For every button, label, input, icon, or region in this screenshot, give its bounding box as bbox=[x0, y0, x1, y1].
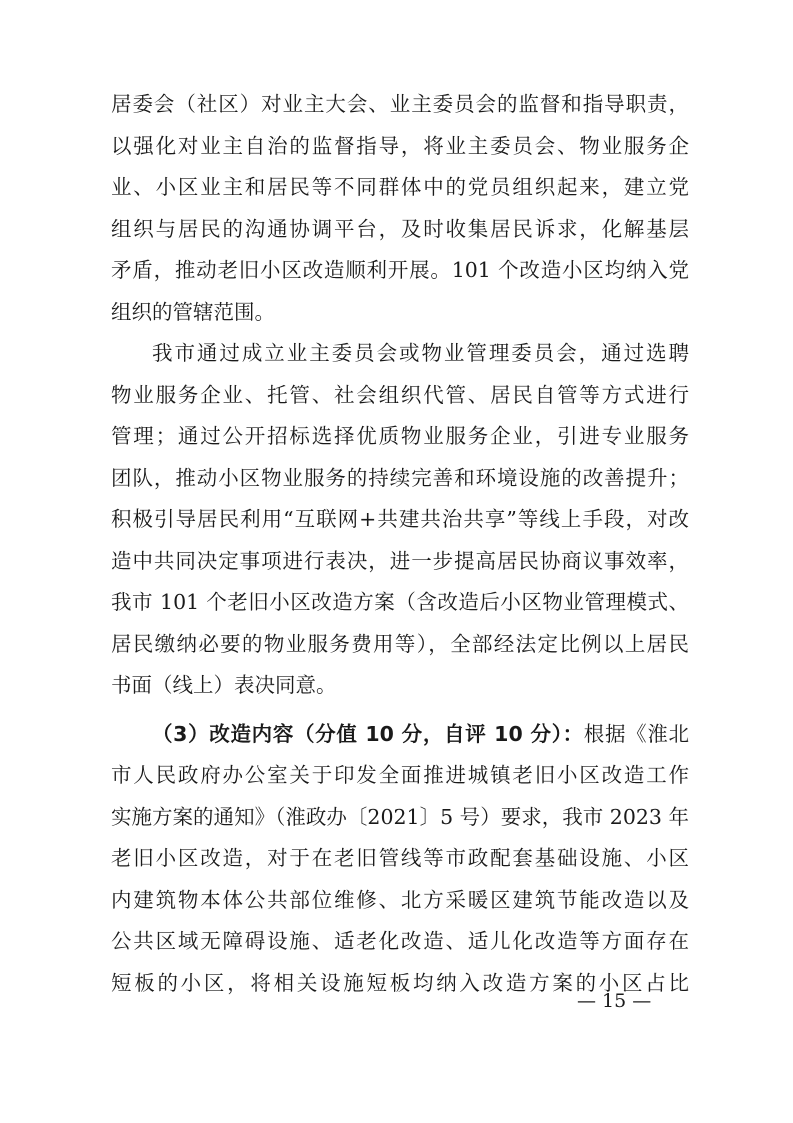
text-line: 团队，推动小区物业服务的持续完善和环境设施的改善提升； bbox=[111, 465, 689, 490]
text-line: 实施方案的通知》（淮政办〔2021〕5 号）要求，我市 2023 年 bbox=[111, 804, 689, 829]
text-line: 组织的管辖范围。 bbox=[111, 299, 275, 324]
text-line: 积极引导居民利用“互联网+共建共治共享”等线上手段，对改 bbox=[111, 507, 689, 531]
text-line: 老旧小区改造，对于在老旧管线等市政配套基础设施、小区 bbox=[111, 846, 689, 870]
text-line: 居民缴纳必要的物业服务费用等），全部经法定比例以上居民 bbox=[111, 631, 689, 656]
text-line: 我市通过成立业主委员会或物业管理委员会，通过选聘 bbox=[152, 341, 689, 365]
text-line: 内建筑物本体公共部位维修、北方采暖区建筑节能改造以及 bbox=[111, 887, 689, 912]
text-line: 书面（线上）表决同意。 bbox=[111, 673, 337, 697]
text-line: 居委会（社区）对业主大会、业主委员会的监督和指导职责， bbox=[111, 92, 689, 116]
paragraph-1 bbox=[111, 84, 689, 333]
heading-continuation: 根据《淮北 bbox=[583, 721, 689, 746]
section-heading: （3）改造内容（分值 10 分，自评 10 分）： bbox=[152, 721, 584, 746]
paragraph-3 bbox=[111, 714, 689, 1005]
text-line: 管理；通过公开招标选择优质物业服务企业，引进专业服务 bbox=[111, 424, 689, 448]
text-line: 物业服务企业、托管、社会组织代管、居民自管等方式进行 bbox=[111, 382, 689, 407]
text-line: 公共区域无障碍设施、适老化改造、适儿化改造等方面存在 bbox=[111, 929, 689, 953]
text-line: 业、小区业主和居民等不同群体中的党员组织起来，建立党 bbox=[111, 175, 689, 199]
paragraph-spacing bbox=[111, 707, 689, 714]
paragraph-2 bbox=[111, 333, 689, 707]
text-line: 我市 101 个老旧小区改造方案（含改造后小区物业管理模式、 bbox=[111, 590, 689, 614]
body-text bbox=[111, 84, 689, 1004]
text-line bbox=[111, 714, 689, 756]
text-line: 以强化对业主自治的监督指导，将业主委员会、物业服务企 bbox=[111, 133, 689, 158]
text-line: 短板的小区，将相关设施短板均纳入改造方案的小区占比 bbox=[111, 970, 689, 995]
text-line: 造中共同决定事项进行表决，进一步提高居民协商议事效率， bbox=[111, 548, 689, 573]
text-line: 组织与居民的沟通协调平台，及时收集居民诉求，化解基层 bbox=[111, 216, 689, 241]
page-number: — 15 — bbox=[577, 990, 652, 1012]
text-line: 市人民政府办公室关于印发全面推进城镇老旧小区改造工作 bbox=[111, 763, 689, 787]
text-line: 矛盾，推动老旧小区改造顺利开展。101 个改造小区均纳入党 bbox=[111, 258, 689, 282]
